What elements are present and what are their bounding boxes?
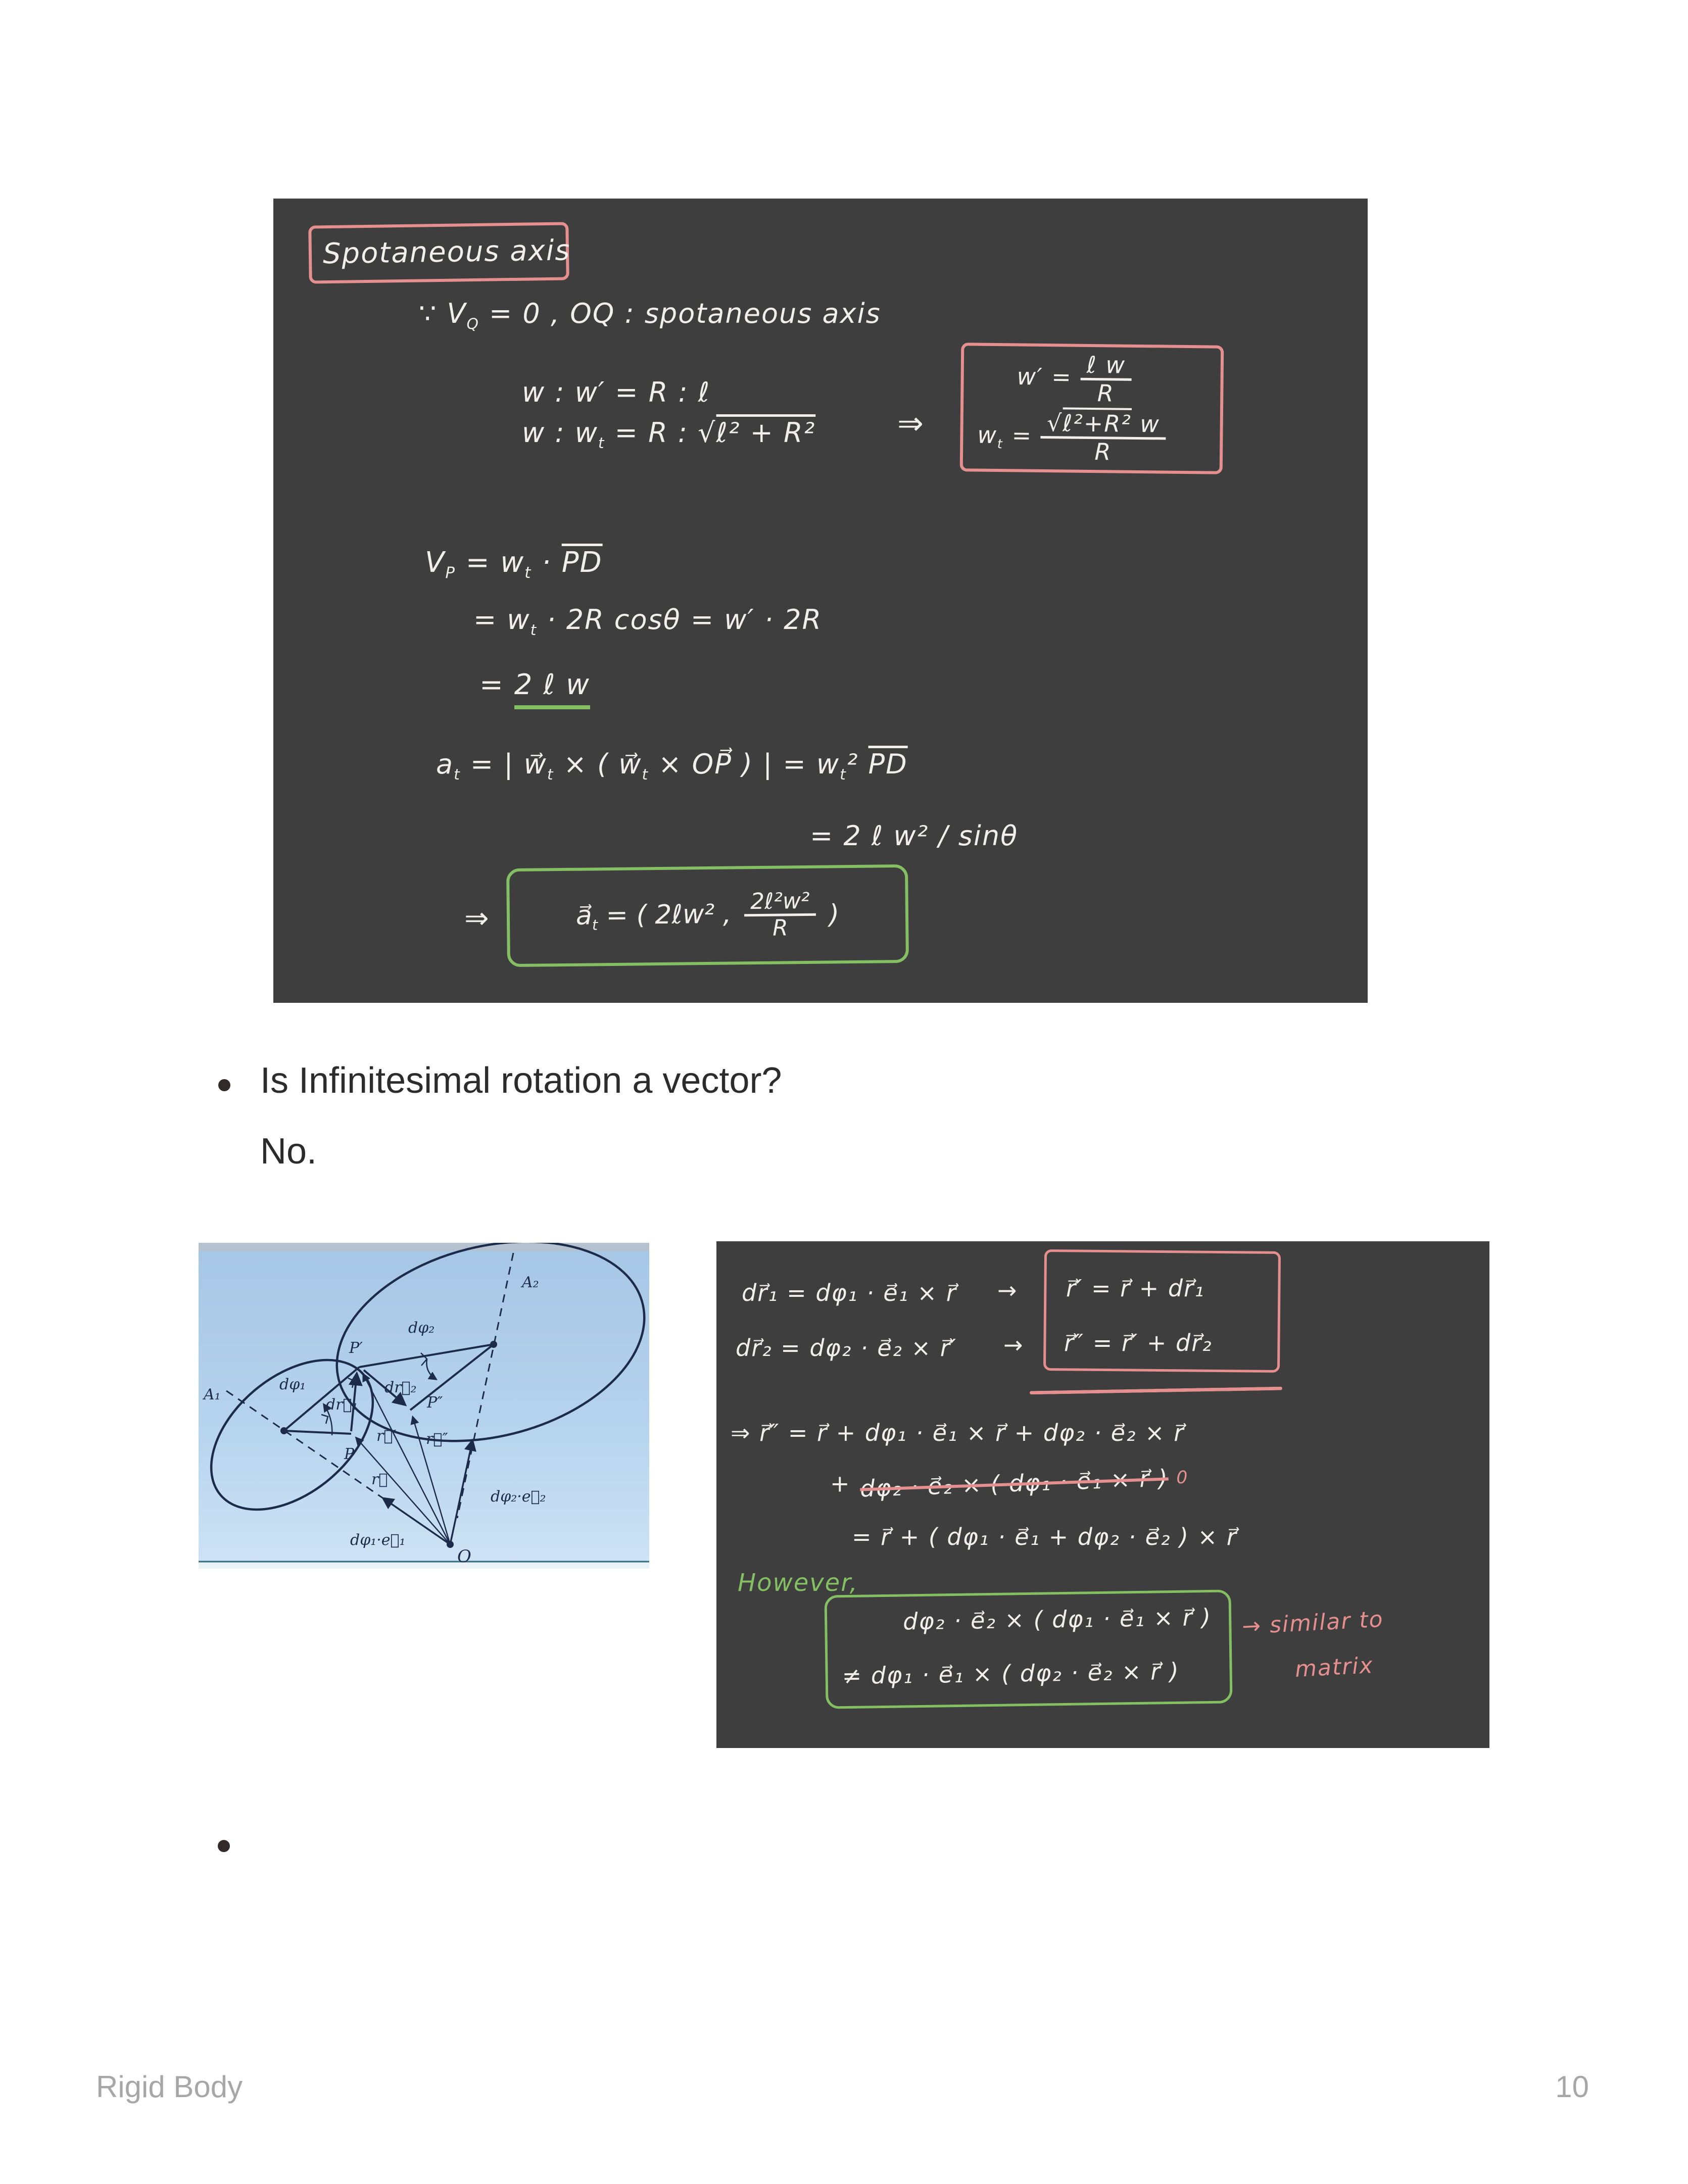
bullet-icon-empty bbox=[218, 1840, 230, 1852]
formula-premise: ∵ $V_Q = 0$ , OQ : spotaneous axis bbox=[419, 298, 881, 333]
footer-page-number: 10 bbox=[1555, 2070, 1589, 2104]
result-box-at bbox=[506, 864, 909, 967]
rotation-diagram-figure bbox=[199, 1243, 649, 1569]
origin-dot bbox=[447, 1541, 454, 1548]
label-dphi1-e1: dφ₁·e⃗₁ bbox=[350, 1531, 406, 1549]
formula-dr1: dr⃗₁ = dφ₁ · e⃗₁ × r⃗ bbox=[742, 1279, 957, 1306]
implies-arrow-2: ⇒ bbox=[464, 901, 490, 935]
label-dr1: dr⃗₁ bbox=[326, 1396, 358, 1414]
formula-at-1: $a_t$ = | $w⃗_t$ × ( $w⃗_t$ × OP⃗ ) | = $w_t^2$ $\overline{PD}$ bbox=[436, 748, 908, 784]
formula-noncommute-1: dφ₂ · e⃗₂ × ( dφ₁ · e⃗₁ × r⃗ ) bbox=[902, 1603, 1212, 1635]
label-O: O bbox=[457, 1546, 471, 1567]
label-A1: A₁ bbox=[204, 1386, 221, 1403]
footer-section-title: Rigid Body bbox=[96, 2070, 243, 2104]
formula-omega-prime: w′ = $\frac{\text{ℓ w}}{R}$ bbox=[1017, 351, 1132, 406]
title-box bbox=[308, 222, 569, 283]
label-dphi1: dφ₁ bbox=[279, 1376, 306, 1393]
noncommute-box bbox=[824, 1589, 1232, 1709]
label-dr2: dr⃗₂ bbox=[384, 1379, 417, 1396]
label-r: r⃗ bbox=[371, 1471, 388, 1488]
hub2-dot bbox=[490, 1341, 497, 1348]
label-dphi2: dφ₂ bbox=[408, 1319, 435, 1337]
formula-vp-2: = $w_t \cdot 2R$ cosθ = w′ · 2R bbox=[473, 604, 823, 639]
label-Pdprime: P″ bbox=[427, 1394, 443, 1412]
formula-vp-3: = 2 ℓ w bbox=[479, 668, 590, 701]
formula-ratio-1: w : w′ = R : ℓ bbox=[522, 376, 711, 408]
implies-arrow: ⇒ bbox=[897, 405, 925, 442]
label-P: P bbox=[344, 1445, 355, 1463]
formula-ratio-2: w : $w_t = R$ : √ℓ² + R² bbox=[522, 417, 816, 452]
arrow-1: → bbox=[997, 1277, 1018, 1304]
label-Pprime: P′ bbox=[349, 1339, 363, 1357]
handwritten-note-infinitesimal-rotation bbox=[716, 1241, 1489, 1748]
figure-bottom-band bbox=[199, 1563, 649, 1569]
formula-noncommute-2: ≠ dφ₁ · e⃗₁ × ( dφ₂ · e⃗₂ × r⃗ ) bbox=[842, 1657, 1180, 1690]
formula-dr2: dr⃗₂ = dφ₂ · e⃗₂ × r⃗′ bbox=[736, 1334, 957, 1362]
handwritten-note-spontaneous-axis bbox=[273, 199, 1368, 1003]
formula-at-2: = 2 ℓ w² / sinθ bbox=[810, 820, 1019, 852]
bullet-icon bbox=[218, 1079, 230, 1091]
label-A2: A₂ bbox=[522, 1274, 539, 1291]
formula-omega-t: $w_t$ = $\frac{\text{√ℓ²+R² w}}{R}$ bbox=[977, 410, 1166, 465]
formula-at-result: $a⃗_t$ = ( 2ℓw² , $\frac{\text{2ℓ²w²}}{R}$ ) bbox=[575, 888, 840, 941]
formula-combined: = r⃗ + ( dφ₁ · e⃗₁ + dφ₂ · e⃗₂ ) × r⃗ bbox=[852, 1523, 1237, 1550]
formula-r-prime: r⃗′ = r⃗ + dr⃗₁ bbox=[1066, 1275, 1205, 1302]
answer-text: No. bbox=[260, 1131, 317, 1172]
label-r-dprime: r⃗″ bbox=[426, 1430, 448, 1448]
label-dphi2-e2: dφ₂·e⃗₂ bbox=[491, 1488, 546, 1506]
formula-vp-1: $V_P = w_t \cdot \overline{PD}$ bbox=[425, 546, 603, 583]
matrix-note: matrix bbox=[1294, 1652, 1374, 1683]
however-text: However, bbox=[738, 1569, 858, 1597]
formula-second-order: + dφ₂ · e⃗₂ × ( dφ₁ · e⃗₁ × r⃗ ) $^0$ bbox=[830, 1464, 1189, 1502]
red-underline bbox=[1030, 1387, 1282, 1395]
note-title: Spotaneous axis bbox=[322, 234, 571, 271]
formula-expansion: ⇒ r⃗″ = r⃗ + dφ₁ · e⃗₁ × r⃗ + dφ₂ · e⃗₂ × r⃗ bbox=[731, 1419, 1185, 1446]
formula-r-dprime: r⃗″ = r⃗′ + dr⃗₂ bbox=[1064, 1329, 1213, 1356]
arrow-2: → bbox=[1003, 1331, 1024, 1358]
label-r-prime: r⃗′ bbox=[376, 1427, 397, 1445]
hub1-dot bbox=[280, 1427, 287, 1434]
question-text: Is Infinitesimal rotation a vector? bbox=[260, 1060, 782, 1101]
result-box-omega bbox=[960, 343, 1224, 474]
similar-to-note: → similar to bbox=[1241, 1606, 1384, 1640]
